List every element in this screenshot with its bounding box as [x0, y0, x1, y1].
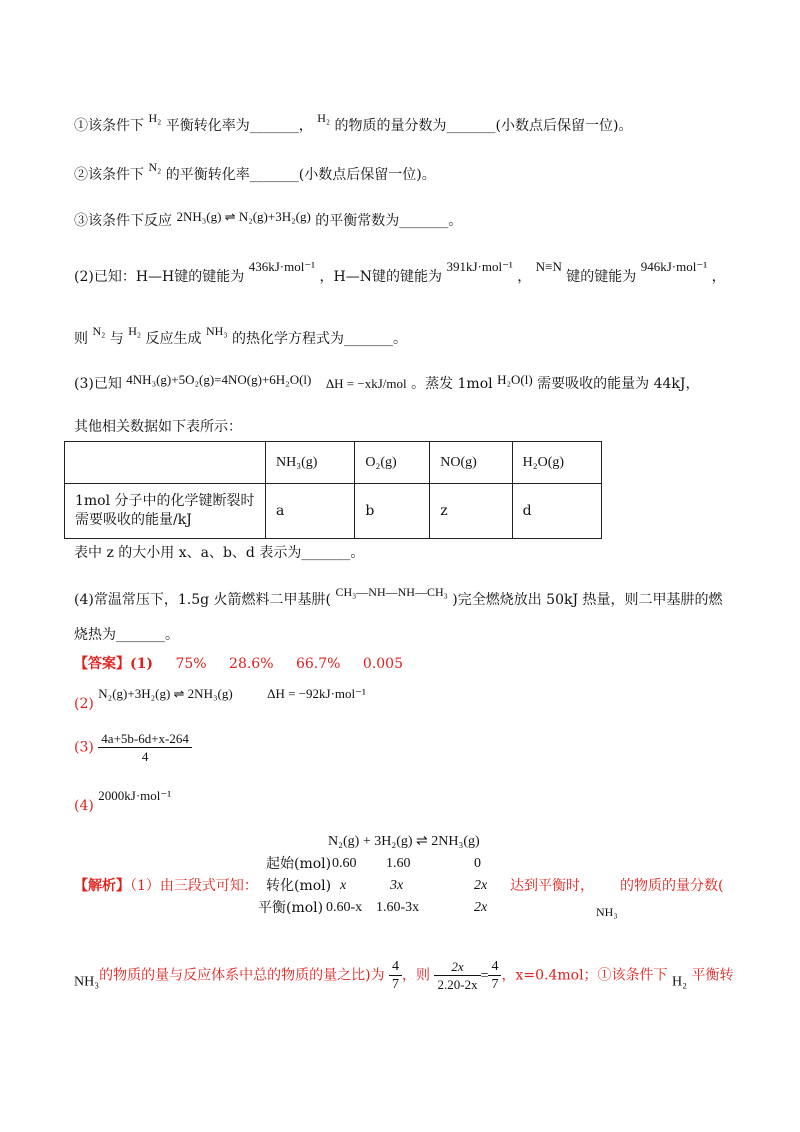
analysis-equation: N₂(g) + 3H₂(g) ⇌ 2NH₃(g) [328, 834, 480, 849]
table-header: NO(g) [430, 442, 512, 484]
answer-line4 [74, 786, 171, 816]
stage-cell: 2x [474, 900, 488, 915]
numerator: 4a+5b-6d+x-264 [98, 730, 192, 748]
q3-line1 [74, 370, 700, 394]
analysis-label: 【解析】 [74, 878, 130, 894]
q3-line3: 表中 z 的大小用 x、a、b、d 表示为_______。 [74, 545, 365, 561]
text: ②该条件下 [74, 167, 144, 183]
stage-cell: 1.60-3x [376, 900, 420, 915]
answer-value: 2000kJ·mol⁻¹ [98, 788, 172, 803]
text: 键的键能为 [566, 269, 637, 285]
table-header: H₂O(g) [512, 442, 601, 484]
stage-cell: 0 [474, 856, 481, 871]
table-row [65, 484, 602, 539]
answer-value: 66.7% [295, 656, 341, 672]
delta-h: ΔH = −xkJ/mol [325, 376, 407, 391]
text: )完全燃烧放出 50kJ 热量，则二甲基肼的燃 [452, 592, 723, 608]
text: 的物质的量与反应体系中总的物质的量之比)为 [99, 967, 385, 984]
formula-h2: H₂ [148, 111, 162, 125]
formula-n2: N₂ [148, 160, 162, 174]
text: ①该条件下 [74, 118, 144, 134]
table-cell: b [355, 484, 430, 539]
bond: N≡N [535, 259, 562, 274]
text: (4)常温常压下，1.5g 火箭燃料二甲基肼( [74, 592, 331, 608]
text: ③该条件下反应 [74, 213, 172, 229]
formula: NH₃ [596, 905, 618, 919]
denominator: 7 [491, 977, 499, 992]
text: 需要吸收的能量为 44kJ， [537, 376, 700, 392]
denominator: 7 [392, 977, 400, 992]
q4-line1 [74, 582, 723, 610]
q1-line2 [74, 157, 436, 185]
data-table [64, 441, 602, 539]
text: 的热化学方程式为_______。 [231, 331, 407, 347]
fraction [434, 958, 480, 993]
value: 436kJ·mol⁻¹ [248, 259, 316, 274]
q2-line1 [74, 257, 726, 287]
text: 达到平衡时， [510, 878, 594, 894]
numerator: 2x [434, 958, 480, 976]
stage-cell: 1.60 [386, 856, 411, 871]
fraction [488, 958, 501, 993]
formula: NH₃ [74, 974, 100, 990]
text: 与 [109, 331, 124, 347]
text: 平衡转 [691, 967, 734, 984]
text: 。蒸发 1mol [411, 376, 493, 392]
answer-label: (2) [74, 696, 94, 712]
value: 946kJ·mol⁻¹ [640, 259, 708, 274]
value: 391kJ·mol⁻¹ [446, 259, 513, 274]
analysis-line2 [74, 958, 733, 993]
q1-line1 [74, 108, 632, 136]
answer-line1 [74, 654, 403, 674]
text: (3)已知 [74, 376, 122, 392]
table-cell: z [430, 484, 512, 539]
text: 的物质的量分数为_______(小数点后保留一位)。 [334, 118, 633, 134]
answer-label: 【答案】(1) [74, 656, 153, 672]
q3-line2: 其他相关数据如下表所示： [74, 419, 242, 435]
formula: H₂ [128, 324, 142, 338]
formula: H₂O(l) [497, 372, 533, 387]
q2-line2 [74, 321, 407, 349]
text: 反应生成 [145, 331, 202, 347]
q4-line2: 烧热为_______。 [74, 627, 179, 643]
table-cell: 1mol 分子中的化学键断裂时需要吸收的能量/kJ [65, 484, 266, 539]
equation: 2NH₃(g) ⇌ N₂(g)+3H₂(g) [176, 209, 311, 224]
stage-row-label: 起始(mol) [266, 856, 332, 872]
formula: H₂ [672, 974, 688, 990]
text: 的物质的量分数( [620, 878, 724, 894]
q1-line3 [74, 207, 462, 231]
table-cell: a [266, 484, 355, 539]
formula-h2: H₂ [317, 111, 331, 125]
equation: 4NH₃(g)+5O₂(g)=4NO(g)+6H₂O(l) [126, 372, 312, 387]
formula: NH₃ [205, 324, 228, 338]
formula: N₂ [92, 324, 106, 338]
table-header [65, 442, 266, 484]
answer-value: 28.6% [229, 656, 274, 672]
fraction [98, 730, 192, 765]
stage-row-label: 平衡(mol) [258, 900, 324, 916]
answer-label: (3) [74, 739, 94, 756]
text: ，H—N键的键能为 [319, 269, 442, 285]
text: ， [517, 269, 532, 285]
numerator: 4 [488, 958, 501, 976]
table-header-row [65, 442, 602, 484]
analysis-lead [74, 876, 258, 896]
stage-cell: x [340, 878, 347, 893]
answer-line2 [74, 684, 366, 714]
stage-cell: 3x [390, 878, 404, 893]
stage-row-label: 转化(mol) [266, 878, 332, 894]
table-header: O₂(g) [355, 442, 430, 484]
text: 的平衡常数为_______。 [315, 213, 463, 229]
text: 平衡转化率为_______， [165, 118, 313, 134]
text: 的平衡转化率_______(小数点后保留一位)。 [165, 167, 436, 183]
numerator: 4 [389, 958, 402, 976]
text: (2)已知：H—H键的键能为 [74, 269, 245, 285]
answer-line3 [74, 730, 192, 765]
answer-label: (4) [74, 798, 94, 814]
fraction [389, 958, 402, 993]
equation: N₂(g)+3H₂(g) ⇌ 2NH₃(g) [98, 686, 233, 701]
equals: = [480, 968, 489, 984]
stage-cell: 2x [474, 878, 488, 893]
text: （1）由三段式可知： [130, 878, 258, 894]
table-cell: d [512, 484, 601, 539]
delta-h: ΔH = −92kJ·mol⁻¹ [267, 686, 366, 701]
table-header: NH₃(g) [266, 442, 355, 484]
text: ，则 [402, 967, 431, 984]
text: ， [711, 269, 726, 285]
denominator: 2.20-2x [437, 977, 478, 992]
answer-value: 75% [175, 656, 207, 672]
structure: CH₃—NH—NH—CH₃ [335, 585, 448, 599]
answer-value: 0.005 [362, 656, 403, 672]
text: ，x=0.4mol；①该条件下 [501, 967, 668, 984]
text: 则 [74, 331, 88, 347]
stage-cell: 0.60-x [326, 900, 363, 915]
stage-cell: 0.60 [332, 856, 357, 871]
denominator: 4 [141, 749, 149, 764]
